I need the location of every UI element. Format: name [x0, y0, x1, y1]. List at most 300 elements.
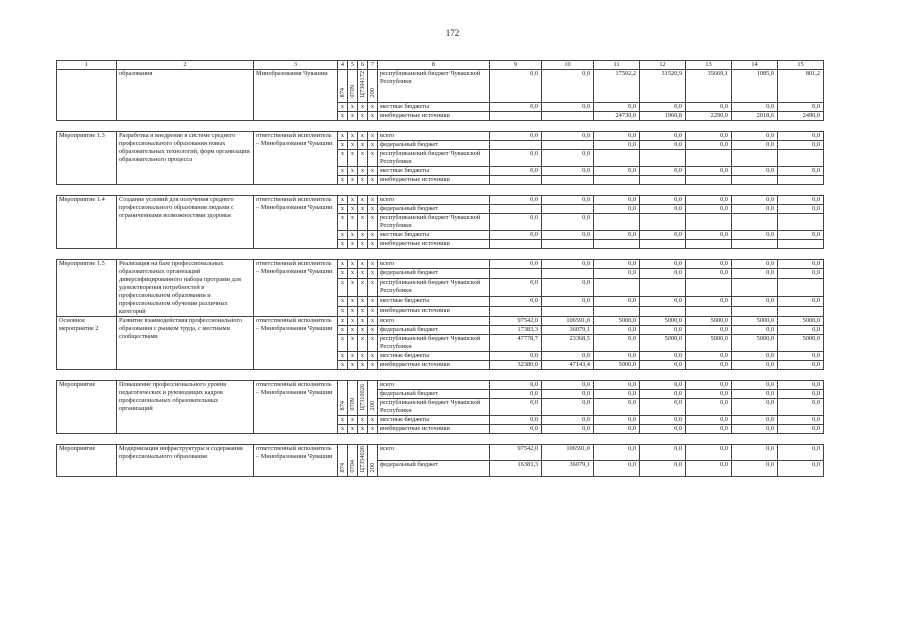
funding-value: 0,0 [640, 424, 686, 433]
funding-value [490, 239, 542, 248]
column-header: 14 [732, 61, 778, 70]
funding-value [640, 306, 686, 316]
code-placeholder: x [358, 140, 368, 149]
spacer-cell [732, 369, 778, 380]
spacer-cell [348, 433, 358, 444]
funding-value [778, 149, 824, 166]
funding-value: 0,0 [594, 140, 640, 149]
spacer-cell [348, 120, 358, 131]
funding-value: 24730,0 [594, 111, 640, 120]
spacer-cell [368, 248, 378, 259]
funding-value: 0,0 [542, 149, 594, 166]
code-placeholder: x [358, 111, 368, 120]
budget-code: 200 [369, 88, 376, 98]
funding-value: 0,0 [778, 269, 824, 279]
funding-source: местные бюджеты [378, 166, 490, 175]
spacer-cell [542, 433, 594, 444]
code-placeholder: x [358, 360, 368, 369]
code-placeholder: x [348, 239, 358, 248]
funding-value [640, 213, 686, 230]
funding-value: 0,0 [594, 389, 640, 398]
budget-code: 874 [339, 462, 346, 473]
code-placeholder: x [368, 297, 378, 307]
funding-value: 0,0 [594, 195, 640, 204]
funding-source: внебюджетные источники [378, 175, 490, 184]
code-placeholder: x [368, 131, 378, 140]
funding-value: 0,0 [490, 230, 542, 239]
code-placeholder: x [358, 297, 368, 307]
funding-value: 0,0 [686, 389, 732, 398]
funding-value: 0,0 [542, 380, 594, 389]
funding-value [594, 306, 640, 316]
code-placeholder: x [348, 175, 358, 184]
code-placeholder: x [358, 204, 368, 213]
spacer-cell [542, 120, 594, 131]
funding-source: всего [378, 444, 490, 460]
spacer-cell [358, 184, 368, 195]
spacer-cell [117, 369, 254, 380]
code-placeholder: x [358, 334, 368, 351]
code-placeholder: x [348, 415, 358, 424]
measure-label: Мероприятие [57, 444, 117, 477]
funding-value: 0,0 [490, 389, 542, 398]
funding-value: 0,0 [686, 131, 732, 140]
spacer-cell [254, 120, 338, 131]
funding-value: 0,0 [732, 444, 778, 460]
funding-value: 0,0 [732, 424, 778, 433]
code-placeholder: x [338, 259, 348, 269]
funding-value: 0,0 [594, 380, 640, 389]
spacer-cell [594, 248, 640, 259]
spacer-cell [358, 433, 368, 444]
budget-code-cell [358, 70, 368, 103]
budget-code-cell [348, 444, 358, 477]
code-placeholder: x [368, 149, 378, 166]
responsible-executor: ответственный исполнитель – Минобразования Чувашии [254, 380, 338, 433]
spacer-cell [57, 369, 117, 380]
funding-value [594, 175, 640, 184]
budget-code-cell [368, 444, 378, 477]
funding-value [594, 239, 640, 248]
responsible-executor: ответственный исполнитель – Минобразования Чувашии [254, 195, 338, 248]
funding-value: 0,0 [686, 380, 732, 389]
funding-value [686, 306, 732, 316]
spacer-cell [686, 369, 732, 380]
code-placeholder: x [348, 424, 358, 433]
measure-label: Мероприятие 1.5 [57, 259, 117, 316]
code-placeholder: x [358, 325, 368, 334]
code-placeholder: x [338, 239, 348, 248]
column-header: 2 [117, 61, 254, 70]
funding-value: 0,0 [594, 297, 640, 307]
measure-name: Создание условий для получения среднего профессионального образования людьми с ограниченными возможностями здоровья [117, 195, 254, 248]
column-header: 12 [640, 61, 686, 70]
code-placeholder: x [338, 325, 348, 334]
page-number: 172 [445, 28, 460, 38]
funding-value: 0,0 [778, 325, 824, 334]
spacer-cell [254, 248, 338, 259]
code-placeholder: x [358, 213, 368, 230]
spacer-cell [490, 248, 542, 259]
funding-source: внебюджетные источники [378, 424, 490, 433]
measure-label: Мероприятие 1.3 [57, 131, 117, 184]
code-placeholder: x [338, 213, 348, 230]
spacer-cell [778, 433, 824, 444]
funding-value: 0,0 [778, 398, 824, 415]
funding-value: 0,0 [732, 389, 778, 398]
spacer-cell [378, 369, 490, 380]
table-row [57, 444, 824, 460]
funding-value: 17502,2 [594, 70, 640, 103]
funding-value: 0,0 [594, 131, 640, 140]
table-row [57, 70, 824, 103]
funding-value: 106591,0 [542, 316, 594, 325]
budget-code: 200 [369, 401, 376, 411]
code-placeholder: x [348, 316, 358, 325]
funding-value: 0,0 [686, 424, 732, 433]
funding-value: 0,0 [490, 259, 542, 269]
code-placeholder: x [348, 306, 358, 316]
funding-value: 0,0 [594, 424, 640, 433]
code-placeholder: x [358, 306, 368, 316]
column-header: 4 [338, 61, 348, 70]
funding-value [778, 213, 824, 230]
funding-value: 16383,3 [490, 460, 542, 476]
funding-value [640, 278, 686, 296]
code-placeholder: x [348, 269, 358, 279]
spacer-cell [542, 248, 594, 259]
funding-value: 0,0 [490, 195, 542, 204]
spacer-cell [338, 248, 348, 259]
funding-value [778, 306, 824, 316]
spacer-cell [117, 184, 254, 195]
funding-value: 0,0 [778, 230, 824, 239]
code-placeholder: x [338, 415, 348, 424]
code-placeholder: x [358, 259, 368, 269]
funding-value: 0,0 [732, 398, 778, 415]
code-placeholder: x [358, 269, 368, 279]
table-row [57, 259, 824, 269]
code-placeholder: x [348, 213, 358, 230]
funding-value [640, 239, 686, 248]
spacer-cell [640, 184, 686, 195]
spacer-cell [640, 120, 686, 131]
funding-value: 2290,0 [686, 111, 732, 120]
measure-name: образования [117, 70, 254, 121]
funding-source: республиканский бюджет Чувашской Республики [378, 70, 490, 103]
funding-value: 0,0 [686, 460, 732, 476]
funding-value: 0,0 [490, 424, 542, 433]
code-placeholder: x [368, 140, 378, 149]
funding-value: 0,0 [490, 70, 542, 103]
funding-source: внебюджетные источники [378, 239, 490, 248]
funding-value [732, 278, 778, 296]
funding-value: 17383,3 [490, 325, 542, 334]
spacer-cell [57, 120, 117, 131]
funding-value: 36079,1 [542, 325, 594, 334]
code-placeholder: x [368, 213, 378, 230]
code-placeholder: x [348, 195, 358, 204]
funding-value: 0,0 [640, 140, 686, 149]
funding-value: 0,0 [732, 166, 778, 175]
funding-value: 0,0 [686, 444, 732, 460]
funding-source: республиканский бюджет Чувашской Республики [378, 398, 490, 415]
code-placeholder: x [358, 166, 368, 175]
measure-name: Повышение профессионального уровня педагогических и руководящих кадров профессиональных образовательных организаций [117, 380, 254, 433]
funding-value [686, 149, 732, 166]
code-placeholder: x [348, 230, 358, 239]
measure-label: Основное мероприятие 2 [57, 316, 117, 369]
funding-value: 0,0 [542, 389, 594, 398]
spacer-cell [686, 120, 732, 131]
funding-value [686, 239, 732, 248]
funding-value: 0,0 [732, 360, 778, 369]
code-placeholder: x [348, 140, 358, 149]
code-placeholder: x [368, 334, 378, 351]
code-placeholder: x [358, 351, 368, 360]
spacer-cell [57, 184, 117, 195]
funding-value: 0,0 [732, 195, 778, 204]
funding-value [542, 204, 594, 213]
responsible-executor: ответственный исполнитель – Минобразования Чувашии [254, 444, 338, 477]
code-placeholder: x [338, 204, 348, 213]
funding-source: всего [378, 259, 490, 269]
funding-value: 0,0 [640, 398, 686, 415]
code-placeholder: x [358, 278, 368, 296]
funding-value: 0,0 [778, 195, 824, 204]
funding-value: 0,0 [732, 380, 778, 389]
code-placeholder: x [348, 166, 358, 175]
budget-code: 874 [339, 401, 346, 411]
funding-value [732, 175, 778, 184]
funding-value [542, 269, 594, 279]
column-header: 10 [542, 61, 594, 70]
spacer-cell [378, 248, 490, 259]
funding-value [686, 213, 732, 230]
funding-value: 0,0 [490, 278, 542, 296]
code-placeholder: x [368, 306, 378, 316]
funding-value: 47778,7 [490, 334, 542, 351]
column-header: 15 [778, 61, 824, 70]
funding-source: федеральный бюджет [378, 140, 490, 149]
funding-value: 0,0 [542, 278, 594, 296]
code-placeholder: x [358, 131, 368, 140]
code-placeholder: x [338, 102, 348, 111]
spacer-cell [732, 248, 778, 259]
funding-value: 0,0 [778, 259, 824, 269]
spacer-cell [378, 433, 490, 444]
funding-source: местные бюджеты [378, 351, 490, 360]
spacer-cell [490, 433, 542, 444]
code-placeholder: x [348, 278, 358, 296]
code-placeholder: x [338, 140, 348, 149]
funding-source: всего [378, 131, 490, 140]
funding-value [542, 239, 594, 248]
funding-source: республиканский бюджет Чувашской Республики [378, 334, 490, 351]
funding-value: 0,0 [640, 460, 686, 476]
spacer-cell [338, 120, 348, 131]
funding-value: 0,0 [640, 415, 686, 424]
funding-value: 0,0 [686, 195, 732, 204]
code-placeholder: x [368, 415, 378, 424]
responsible-executor: ответственный исполнитель – Минобразования Чувашии [254, 131, 338, 184]
funding-value: 0,0 [778, 389, 824, 398]
funding-source: всего [378, 316, 490, 325]
funding-value: 0,0 [490, 213, 542, 230]
funding-value: 0,0 [686, 269, 732, 279]
funding-value: 0,0 [686, 415, 732, 424]
funding-value: 0,0 [686, 166, 732, 175]
funding-value: 106591,0 [542, 444, 594, 460]
funding-source: внебюджетные источники [378, 111, 490, 120]
funding-value [732, 306, 778, 316]
code-placeholder: x [368, 239, 378, 248]
funding-value [778, 278, 824, 296]
spacer-cell [57, 433, 117, 444]
funding-value: 0,0 [686, 140, 732, 149]
funding-source: местные бюджеты [378, 230, 490, 239]
funding-value: 0,0 [640, 297, 686, 307]
responsible-executor: ответственный исполнитель – Минобразования Чувашии [254, 316, 338, 369]
funding-value: 0,0 [640, 166, 686, 175]
funding-value: 0,0 [778, 131, 824, 140]
spacer-cell [778, 369, 824, 380]
block-spacer [57, 184, 824, 195]
funding-value [490, 111, 542, 120]
funding-value: 97542,0 [490, 444, 542, 460]
funding-value: 23368,5 [542, 334, 594, 351]
budget-code: 200 [369, 462, 376, 473]
spacer-cell [490, 120, 542, 131]
table-row [57, 380, 824, 389]
funding-source: внебюджетные источники [378, 306, 490, 316]
table-row [57, 131, 824, 140]
funding-value: 0,0 [490, 149, 542, 166]
funding-value: 0,0 [542, 230, 594, 239]
funding-value: 0,0 [732, 102, 778, 111]
funding-value [542, 111, 594, 120]
code-placeholder: x [358, 230, 368, 239]
code-placeholder: x [368, 195, 378, 204]
funding-value: 1085,0 [732, 70, 778, 103]
spacer-cell [254, 369, 338, 380]
code-placeholder: x [338, 111, 348, 120]
funding-value: 5000,0 [732, 316, 778, 325]
funding-value [490, 175, 542, 184]
code-placeholder: x [368, 175, 378, 184]
budget-table [56, 60, 824, 477]
funding-value: 0,0 [542, 259, 594, 269]
block-spacer [57, 120, 824, 131]
spacer-cell [778, 120, 824, 131]
funding-value: 5000,0 [686, 316, 732, 325]
funding-value: 0,0 [542, 102, 594, 111]
funding-value [542, 306, 594, 316]
code-placeholder: x [358, 175, 368, 184]
funding-value: 0,0 [594, 230, 640, 239]
code-placeholder: x [368, 351, 378, 360]
funding-value: 0,0 [686, 360, 732, 369]
funding-value: 0,0 [686, 102, 732, 111]
budget-code: Ц7310026 [359, 384, 366, 411]
funding-value: 0,0 [778, 297, 824, 307]
spacer-cell [542, 369, 594, 380]
code-placeholder: x [338, 131, 348, 140]
funding-value: 0,0 [640, 444, 686, 460]
spacer-cell [686, 433, 732, 444]
funding-value: 0,0 [542, 351, 594, 360]
funding-source: внебюджетные источники [378, 360, 490, 369]
funding-value: 0,0 [640, 195, 686, 204]
funding-value: 2490,0 [778, 111, 824, 120]
funding-value: 0,0 [778, 166, 824, 175]
funding-value: 0,0 [640, 204, 686, 213]
budget-code-cell [338, 444, 348, 477]
spacer-cell [594, 120, 640, 131]
funding-value: 0,0 [640, 131, 686, 140]
funding-value: 0,0 [542, 131, 594, 140]
spacer-cell [640, 369, 686, 380]
funding-value: 0,0 [542, 195, 594, 204]
spacer-cell [117, 248, 254, 259]
funding-value: 0,0 [490, 297, 542, 307]
budget-code-cell [358, 444, 368, 477]
funding-value [732, 149, 778, 166]
code-placeholder: x [338, 334, 348, 351]
funding-value: 0,0 [594, 351, 640, 360]
spacer-cell [338, 433, 348, 444]
block-spacer [57, 369, 824, 380]
spacer-cell [686, 248, 732, 259]
funding-value: 31520,9 [640, 70, 686, 103]
funding-value: 0,0 [732, 297, 778, 307]
funding-value [686, 175, 732, 184]
budget-code-cell [368, 70, 378, 103]
funding-value [594, 149, 640, 166]
code-placeholder: x [368, 102, 378, 111]
funding-value [594, 213, 640, 230]
funding-source: всего [378, 195, 490, 204]
funding-value: 0,0 [594, 398, 640, 415]
funding-value [594, 278, 640, 296]
spacer-cell [57, 248, 117, 259]
funding-value: 1960,8 [640, 111, 686, 120]
budget-code-cell [368, 380, 378, 415]
funding-value: 0,0 [490, 380, 542, 389]
funding-value: 0,0 [542, 415, 594, 424]
funding-value: 0,0 [686, 297, 732, 307]
funding-value: 32380,0 [490, 360, 542, 369]
funding-value: 0,0 [594, 204, 640, 213]
funding-value: 0,0 [490, 102, 542, 111]
code-placeholder: x [358, 415, 368, 424]
funding-value: 0,0 [640, 102, 686, 111]
spacer-cell [778, 248, 824, 259]
code-placeholder: x [368, 230, 378, 239]
column-header: 8 [378, 61, 490, 70]
funding-value: 0,0 [640, 351, 686, 360]
spacer-cell [732, 433, 778, 444]
funding-source: республиканский бюджет Чувашской Республики [378, 278, 490, 296]
funding-value: 0,0 [542, 424, 594, 433]
funding-value: 0,0 [594, 415, 640, 424]
funding-value: 0,0 [778, 204, 824, 213]
code-placeholder: x [348, 334, 358, 351]
measure-label: Мероприятие [57, 380, 117, 433]
funding-value: 5000,0 [686, 334, 732, 351]
funding-value: 0,0 [542, 166, 594, 175]
column-header: 3 [254, 61, 338, 70]
